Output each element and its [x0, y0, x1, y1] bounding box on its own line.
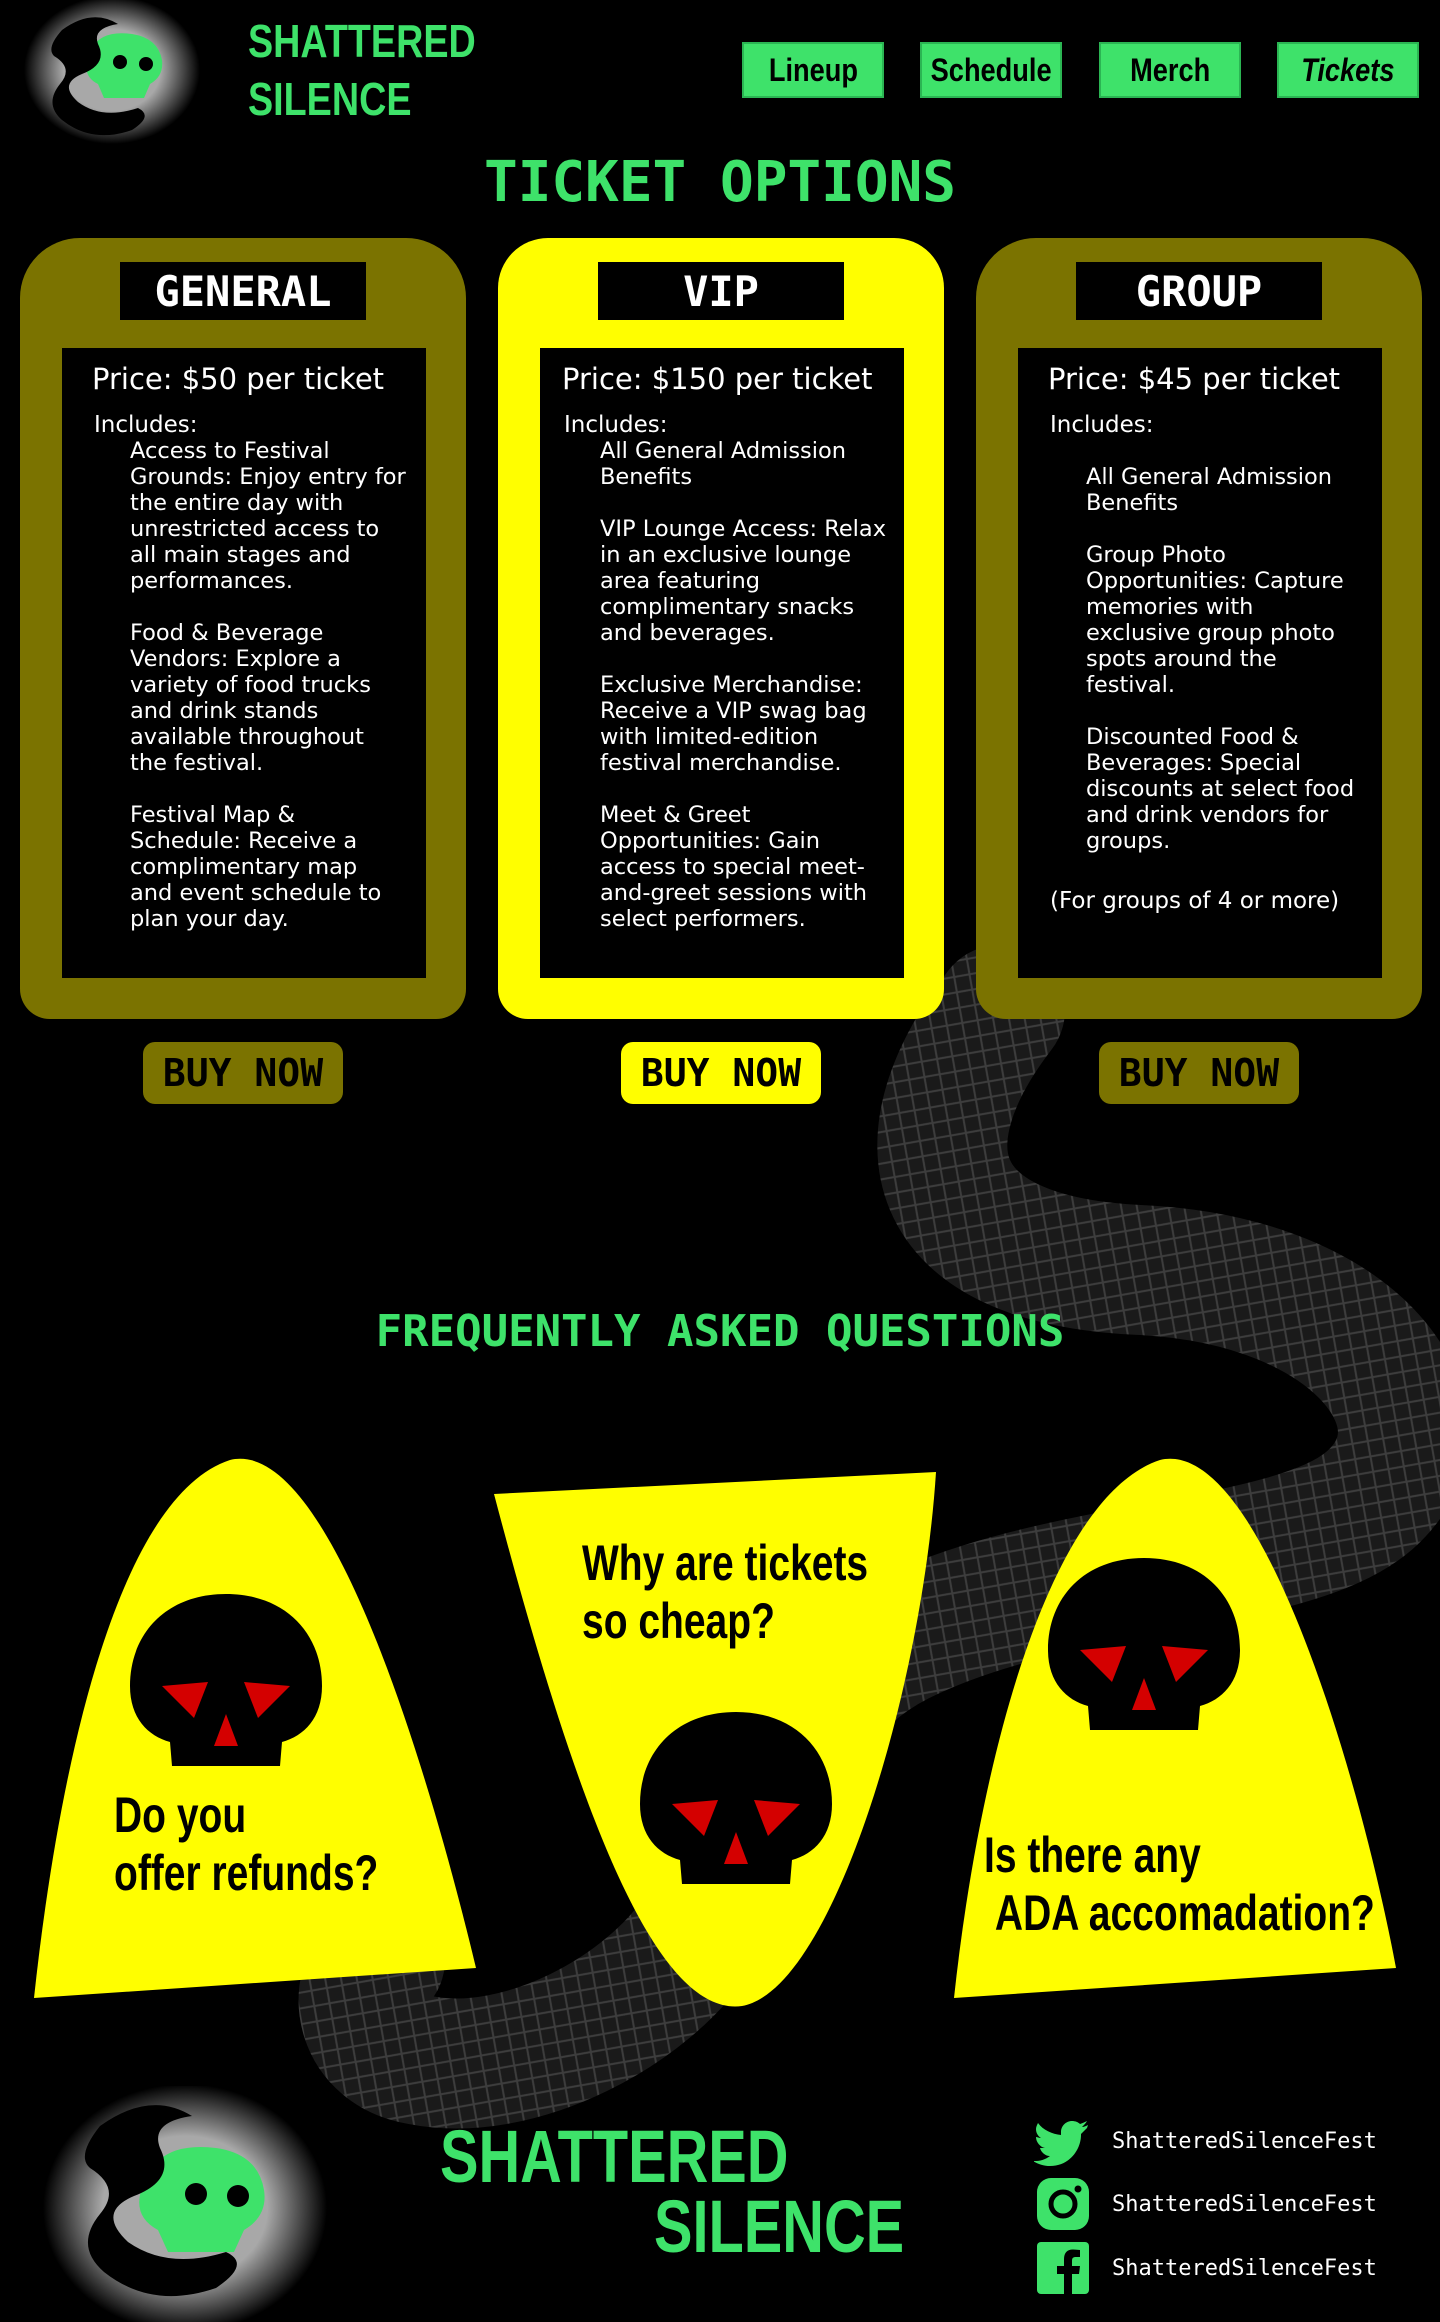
faq-title: FREQUENTLY ASKED QUESTIONS — [375, 1306, 1065, 1357]
footer-brand-line-2: SILENCE — [654, 2185, 905, 2268]
faq-question-line: so cheap? — [582, 1593, 775, 1649]
brand-name — [248, 12, 476, 128]
price-general: Price: $50 per ticket — [92, 362, 385, 396]
ticket-card-group — [976, 238, 1422, 1019]
nav-merch-button[interactable] — [1099, 42, 1241, 98]
list-item: All General Admission Benefits — [600, 438, 847, 490]
price-vip: Price: $150 per ticket — [562, 362, 873, 396]
list-item: Access to Festival Grounds: Enjoy entry for the entire day with unrestricted access to all main stages and performances. — [130, 438, 406, 594]
facebook-handle[interactable]: ShatteredSilenceFest — [1112, 2255, 1377, 2281]
list-item: Food & Beverage Vendors: Explore a variety of food trucks and drink stands available throughout the festival. — [130, 620, 371, 776]
includes-label: Includes: — [94, 412, 198, 438]
skull-icon — [636, 1708, 836, 1888]
price-group: Price: $45 per ticket — [1048, 362, 1341, 396]
ticket-card-vip — [498, 238, 944, 1019]
nav-tickets-label: Tickets — [1301, 51, 1395, 88]
skull-icon — [126, 1590, 326, 1770]
nav-merch-label: Merch — [1129, 51, 1211, 88]
social-twitter[interactable] — [1034, 2113, 1414, 2169]
card-body-group — [1018, 348, 1382, 978]
list-item: Festival Map & Schedule: Receive a complimentary map and event schedule to plan your day. — [130, 802, 382, 932]
card-tag-group: GROUP — [1076, 262, 1322, 320]
list-item: Discounted Food & Beverages: Special discounts at select food and drink vendors for groups. — [1086, 724, 1355, 854]
faq-question-line: Why are tickets — [582, 1535, 869, 1591]
card-body-vip — [540, 348, 904, 978]
includes-label: Includes: — [564, 412, 668, 438]
nav-tickets-button[interactable] — [1277, 42, 1419, 98]
faq-question-line: Is there any — [984, 1827, 1201, 1883]
card-tag-general: GENERAL — [120, 262, 366, 320]
festival-logo[interactable] — [22, 0, 202, 145]
faq-question-line: offer refunds? — [114, 1845, 379, 1901]
nav-schedule-button[interactable] — [920, 42, 1062, 98]
buy-now-group-button[interactable]: BUY NOW — [1099, 1042, 1299, 1104]
faq-question-line: ADA accomadation? — [994, 1885, 1375, 1941]
faq-question-ada — [984, 1826, 1375, 1942]
instagram-icon[interactable] — [1034, 2176, 1092, 2232]
nav-schedule-label: Schedule — [930, 51, 1052, 88]
buy-now-general-button[interactable]: BUY NOW — [143, 1042, 343, 1104]
faq-card-ada[interactable] — [950, 1456, 1400, 2002]
faq-question-cheap-tickets — [582, 1534, 868, 1650]
skull-icon — [1044, 1554, 1244, 1734]
card-body-general — [62, 348, 426, 978]
includes-label: Includes: — [1050, 412, 1154, 438]
brand-line-1: SHATTERED — [248, 15, 476, 67]
faq-card-cheap-tickets[interactable] — [492, 1470, 938, 2010]
faq-question-refunds — [114, 1786, 378, 1902]
list-item: Group Photo Opportunities: Capture memories with exclusive group photo spots around the festival. — [1086, 542, 1344, 698]
group-size-note: (For groups of 4 or more) — [1050, 888, 1340, 914]
list-item: VIP Lounge Access: Relax in an exclusive lounge area featuring complimentary snacks and beverages. — [600, 516, 887, 646]
ticket-card-general — [20, 238, 466, 1019]
instagram-handle[interactable]: ShatteredSilenceFest — [1112, 2191, 1377, 2217]
nav-lineup-button[interactable] — [742, 42, 884, 98]
card-tag-vip: VIP — [598, 262, 844, 320]
footer-logo[interactable] — [40, 2086, 330, 2322]
twitter-handle[interactable]: ShatteredSilenceFest — [1112, 2128, 1377, 2154]
twitter-icon[interactable] — [1034, 2113, 1092, 2169]
faq-card-refunds[interactable] — [30, 1456, 480, 2002]
brand-line-2: SILENCE — [248, 73, 412, 125]
faq-question-line: Do you — [114, 1787, 247, 1843]
list-item: All General Admission Benefits — [1086, 464, 1333, 516]
ticket-options-title: TICKET OPTIONS — [483, 150, 956, 215]
footer-brand-line-1: SHATTERED — [440, 2115, 789, 2198]
facebook-icon[interactable] — [1034, 2240, 1092, 2296]
social-facebook[interactable] — [1034, 2240, 1414, 2296]
list-item: Meet & Greet Opportunities: Gain access to special meet-and-greet sessions with select performers. — [600, 802, 868, 932]
nav-lineup-label: Lineup — [768, 51, 858, 88]
social-instagram[interactable] — [1034, 2176, 1414, 2232]
list-item: Exclusive Merchandise: Receive a VIP swag bag with limited-edition festival merchandise. — [600, 672, 867, 776]
buy-now-vip-button[interactable]: BUY NOW — [621, 1042, 821, 1104]
